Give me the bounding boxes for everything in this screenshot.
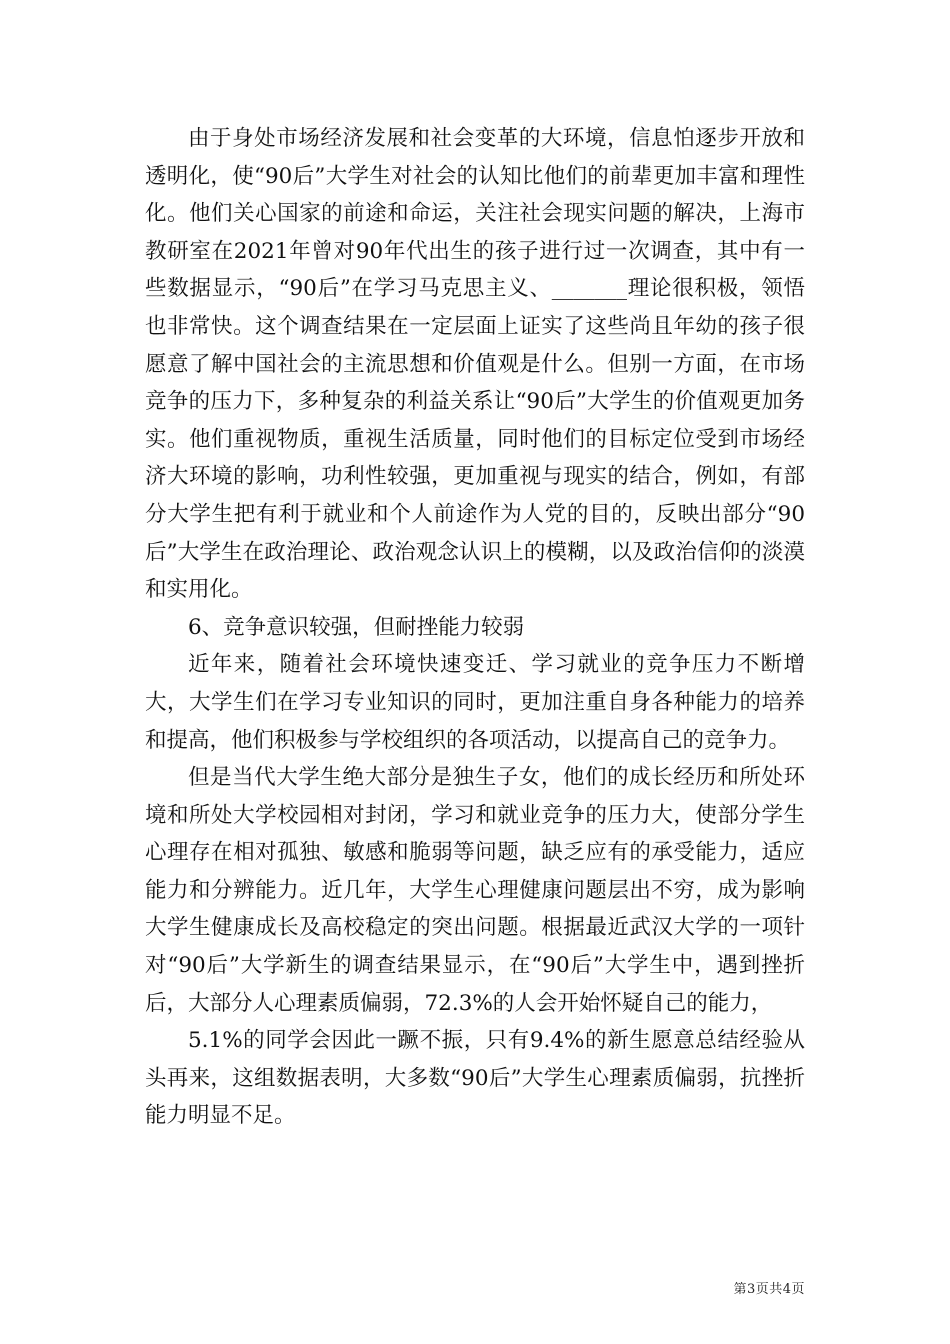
page-number-footer: 第3页共4页: [733, 1282, 805, 1297]
section-heading: 6、竞争意识较强，但耐挫能力较弱: [188, 614, 525, 640]
paragraph-3: 但是当代大学生绝大部分是独生子女，他们的成长经历和所处环境和所处大学校园相对封闭，学习和就业竞争的压力大，使部分学生心理存在相对孤独、敏感和脆弱等问题，缺乏应有的承受能力，适应能力和分辨能力。近几年，大学生心理健康问题层出不穷，成为影响大学生健康成长及高校稳定的突出问题。根据最近武汉大学的一项针对“90后”大学新生的调查结果显示，在“90后”大学生中，遇到挫折后，大部分人心理素质偏弱，72.3%的人会开始怀疑自己的能力，: [145, 765, 805, 1016]
paragraph-1: 由于身处市场经济发展和社会变革的大环境，信息怕逐步开放和透明化，使“90后”大学生对社会的认知比他们的前辈更加丰富和理性化。他们关心国家的前途和命运，关注社会现实问题的解决，上海市教研室在2021年曾对90年代出生的孩子进行过一次调查，其中有一些数据显示，“90后”在学习马克思主义、_______理论很积极，领悟也非常快。这个调查结果在一定层面上证实了这些尚且年幼的孩子很愿意了解中国社会的主流思想和价值观是什么。但别一方面，在市场竞争的压力下，多种复杂的利益关系让“90后”大学生的价值观更加务实。他们重视物质，重视生活质量，同时他们的目标定位受到市场经济大环境的影响，功利性较强，更加重视与现实的结合，例如，有部分大学生把有利于就业和个人前途作为人党的目的，反映出部分“90后”大学生在政治理论、政治观念认识上的模糊，以及政治信仰的淡漠和实用化。: [145, 126, 805, 603]
paragraph-2: 近年来，随着社会环境快速变迁、学习就业的竞争压力不断增大，大学生们在学习专业知识的同时，更加注重自身各种能力的培养和提高，他们积极参与学校组织的各项活动，以提高自己的竞争力。: [145, 652, 805, 753]
paragraph-4: 5.1%的同学会因此一蹶不振，只有9.4%的新生愿意总结经验从头再来，这组数据表明，大多数“90后”大学生心理素质偏弱，抗挫折能力明显不足。: [145, 1028, 805, 1129]
document-page: [145, 120, 805, 1135]
